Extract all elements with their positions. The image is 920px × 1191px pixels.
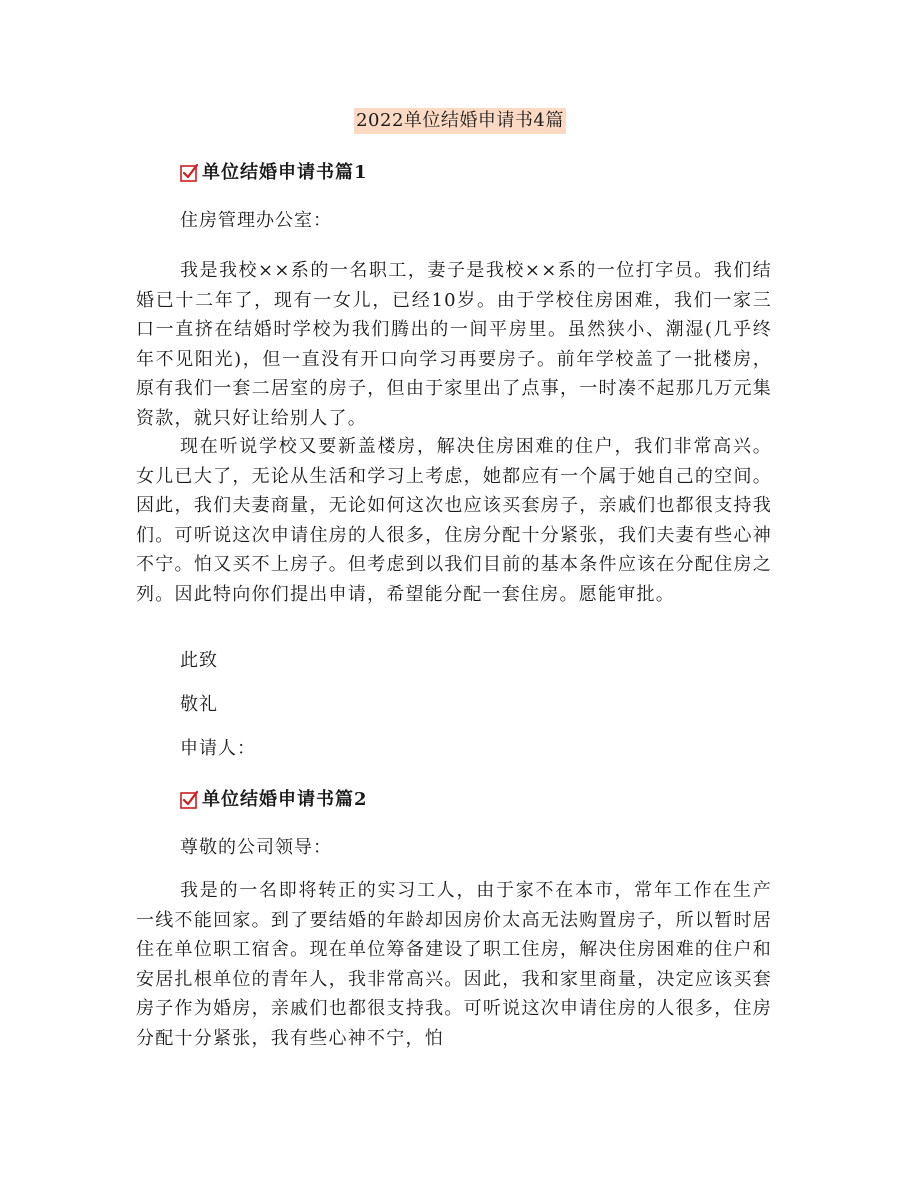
checkbox-checked-icon: [180, 164, 198, 182]
section2-paragraph1: 我是的一名即将转正的实习工人，由于家不在本市，常年工作在生产一线不能回家。到了要结婚的年龄却因房价太高无法购置房子，所以暂时居住在单位职工宿舍。现在单位筹备建设了职工住房，解决住房困难的住户和安居扎根单位的青年人，我非常高兴。因此，我和家里商量，决定应该买套房子作为婚房，亲戚们也都很支持我。可听说这次申请住房的人很多，住房分配十分紧张，我有些心神不宁，怕: [136, 880, 772, 1049]
document-title: 2022单位结婚申请书4篇: [354, 108, 566, 134]
section2-salutation: 尊敬的公司领导：: [180, 837, 332, 858]
section1-salutation: 住房管理办公室：: [180, 210, 332, 231]
title-row: [0, 108, 920, 134]
section1-closing-zhici: 此致: [180, 650, 218, 671]
section2-heading: [180, 787, 368, 813]
checkbox-checked-icon: [180, 791, 198, 809]
section1-paragraph1: 我是我校××系的一名职工，妻子是我校××系的一位打字员。我们结婚已十二年了，现有一女儿，已经10岁。由于学校住房困难，我们一家三口一直挤在结婚时学校为我们腾出的一间平房里。虽然狭小、潮湿(几乎终年不见阳光)，但一直没有开口向学习再要房子。前年学校盖了一批楼房，原有我们一套二居室的房子，但由于家里出了点事，一时凑不起那几万元集资款，就只好让给别人了。: [136, 260, 772, 429]
section1-applicant: 申请人：: [180, 738, 256, 759]
section1-heading-text: 单位结婚申请书篇1: [202, 162, 368, 183]
section1-closing-jingli: 敬礼: [180, 694, 218, 715]
section1-paragraph2: 现在听说学校又要新盖楼房，解决住房困难的住户，我们非常高兴。女儿已大了，无论从生活和学习上考虑，她都应有一个属于她自己的空间。因此，我们夫妻商量，无论如何这次也应该买套房子，亲戚们也都很支持我们。可听说这次申请住房的人很多，住房分配十分紧张，我们夫妻有些心神不宁。怕又买不上房子。但考虑到以我们目前的基本条件应该在分配住房之列。因此特向你们提出申请，希望能分配一套住房。愿能审批。: [136, 436, 772, 605]
section2-heading-text: 单位结婚申请书篇2: [202, 789, 368, 810]
section1-heading: [180, 160, 368, 186]
